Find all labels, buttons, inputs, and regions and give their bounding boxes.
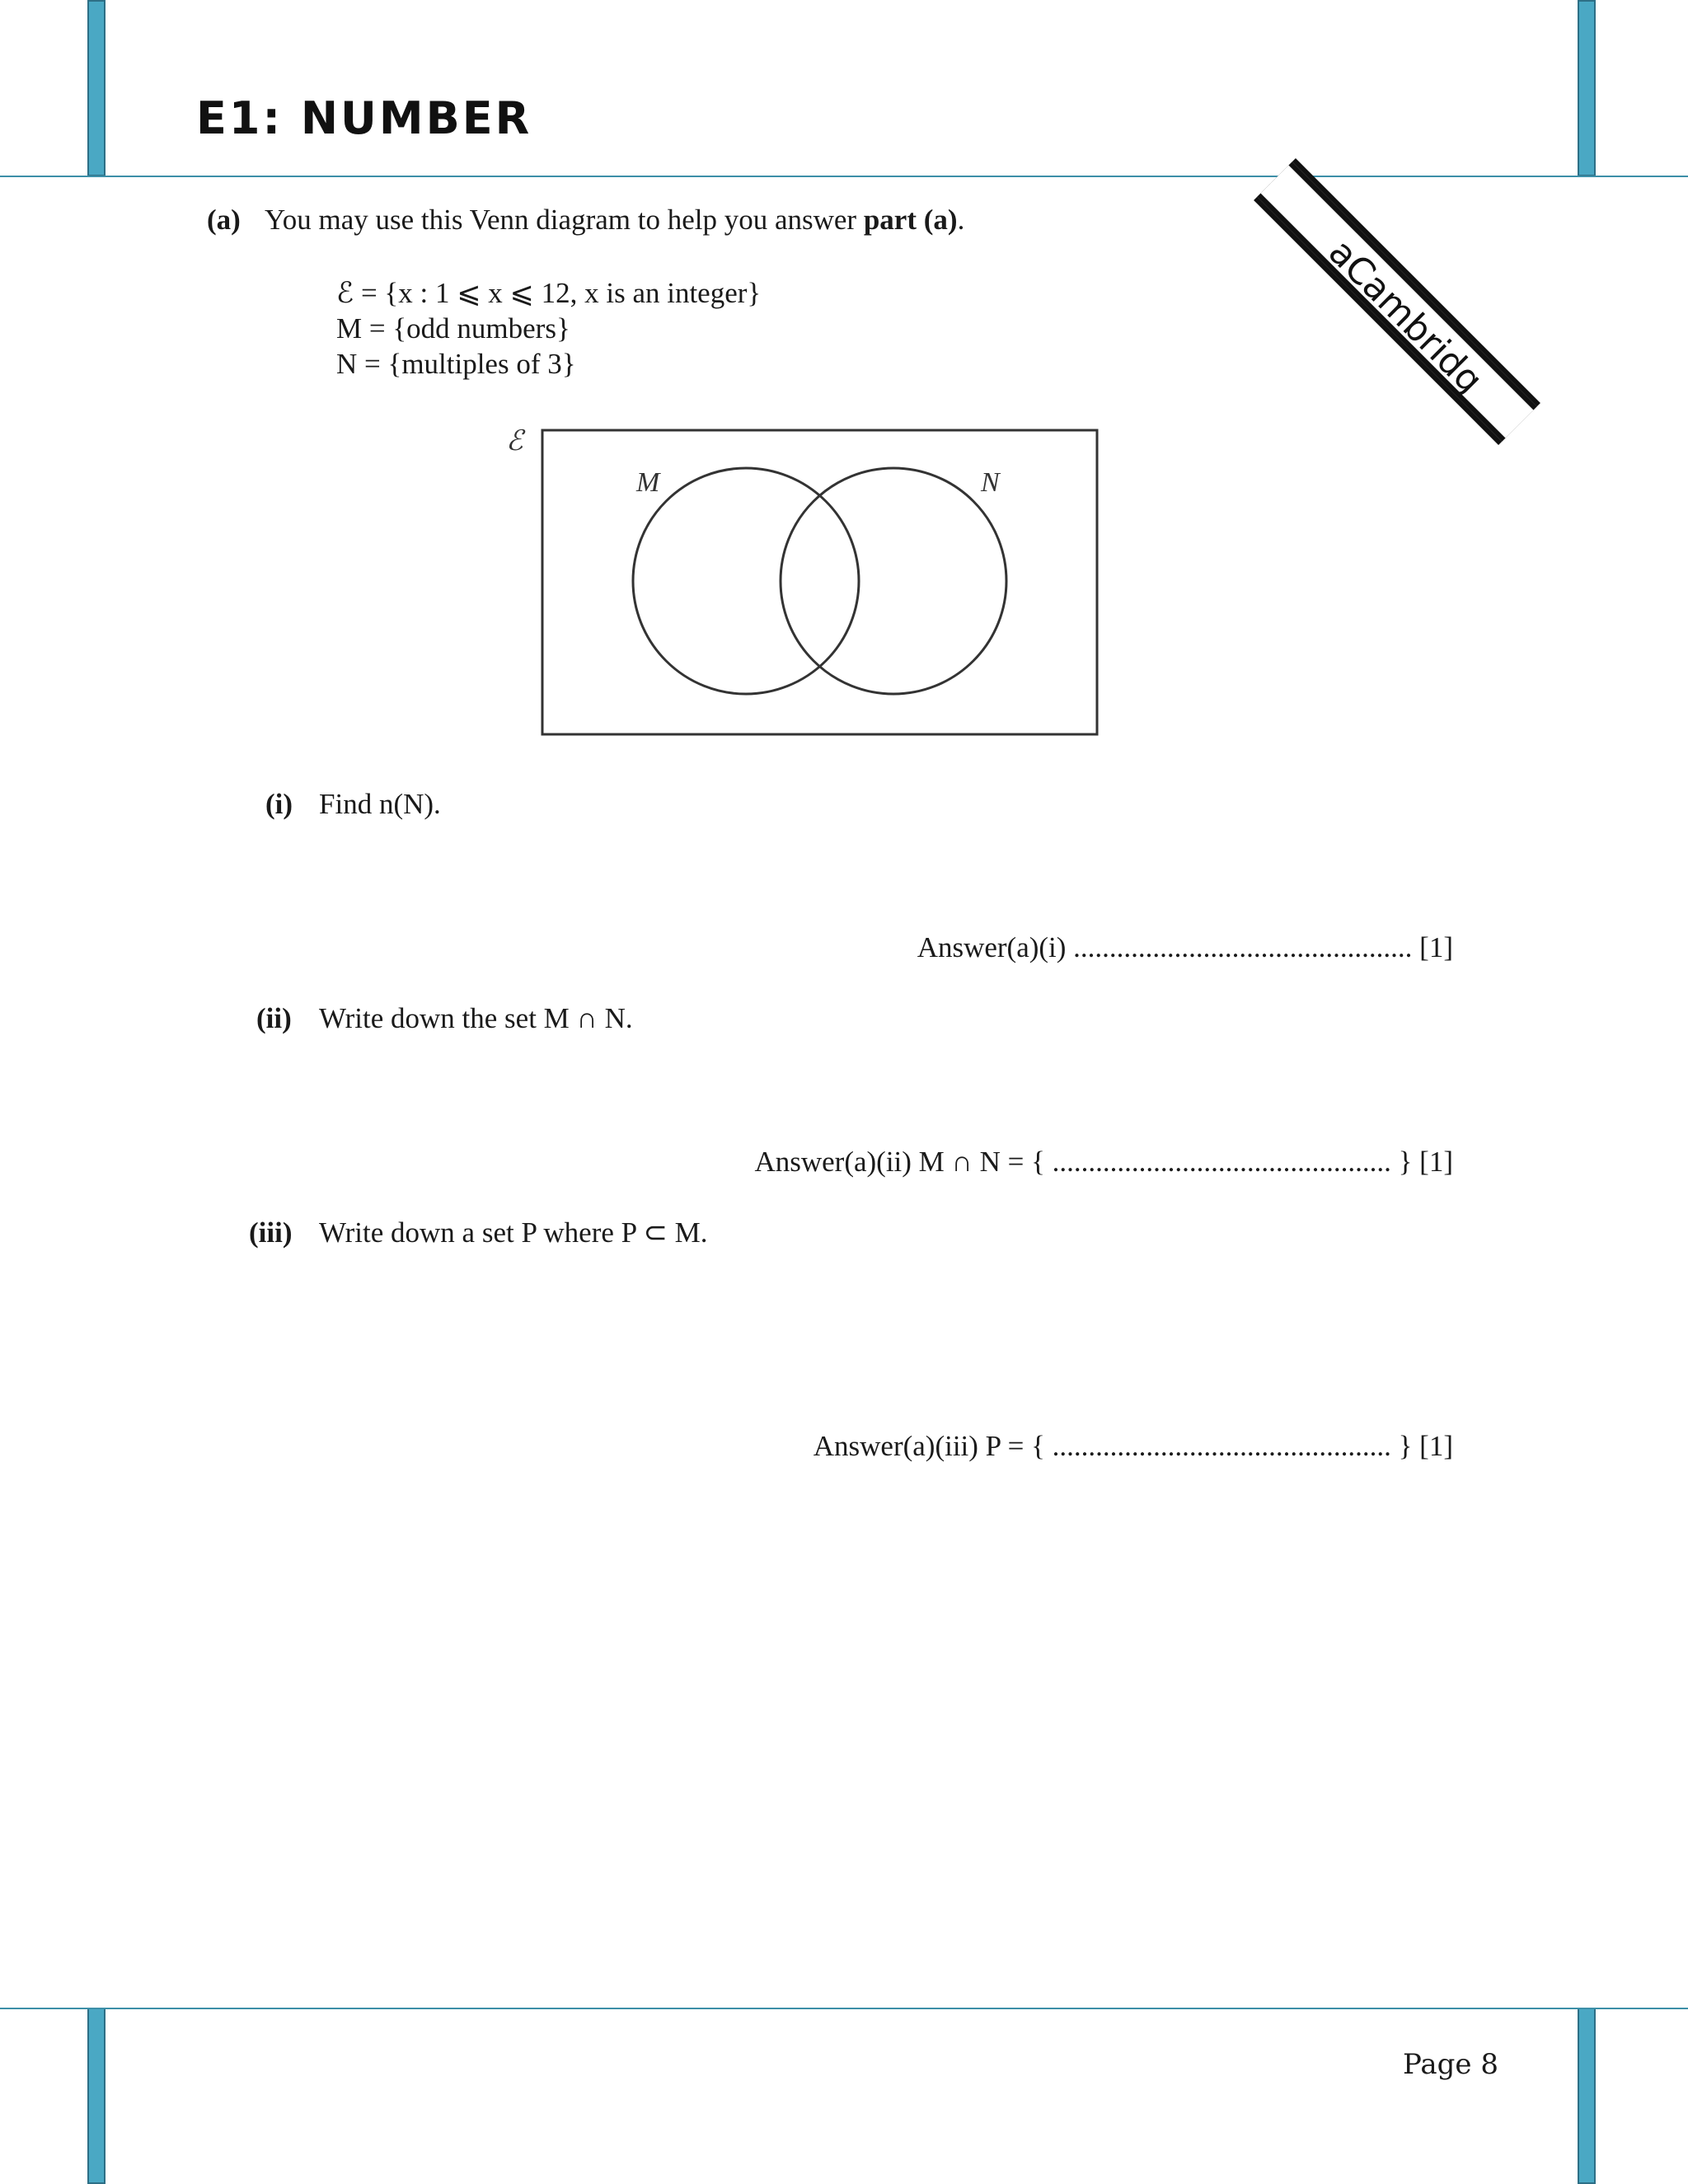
sub-iii-label: (iii) [249,1216,293,1249]
venn-label-m: M [636,467,660,498]
sub-i-label: (i) [265,788,293,820]
header-left-bar [87,0,106,176]
set-universal: ℰ = {x : 1 ⩽ x ⩽ 12, x is an integer} [336,277,762,309]
watermark-text: aCambridg [1257,162,1536,441]
sub-ii-label: (ii) [256,1002,292,1034]
part-a-intro [265,204,964,237]
venn-diagram [495,412,1104,742]
sub-iii-text: Write down a set P where P ⊂ M. [319,1216,708,1249]
sub-ii-answer: Answer(a)(ii) M ∩ N = { ............................................... } [1] [754,1146,1453,1178]
venn-universal-label: ℰ [506,426,523,457]
header-divider [0,176,1688,177]
footer-divider [0,2008,1688,2009]
sub-i-text: Find n(N). [319,788,441,820]
header-right-bar [1578,0,1596,176]
venn-circle-m [633,468,859,694]
page-title: E1: NUMBER [196,92,532,144]
sub-ii-text: Write down the set M ∩ N. [319,1002,633,1034]
footer-left-bar [87,2008,106,2184]
part-a-intro-text: You may use this Venn diagram to help you answer [265,204,857,236]
venn-circle-n [781,468,1006,694]
set-m: M = {odd numbers} [336,312,570,344]
part-a-label: (a) [207,204,241,236]
set-n: N = {multiples of 3} [336,348,576,380]
venn-label-n: N [981,467,1000,498]
part-a-intro-bold: part (a) [863,204,958,236]
part-a-intro-end: . [957,204,965,236]
footer-right-bar [1578,2008,1596,2184]
sub-iii-answer: Answer(a)(iii) P = { ............................................... } [1] [813,1430,1453,1462]
watermark-banner [1257,198,1491,420]
page-number: Page 8 [1403,2048,1498,2081]
sub-i-answer: Answer(a)(i) ............................................... [1] [917,931,1453,963]
venn-universal-rect [542,430,1097,734]
